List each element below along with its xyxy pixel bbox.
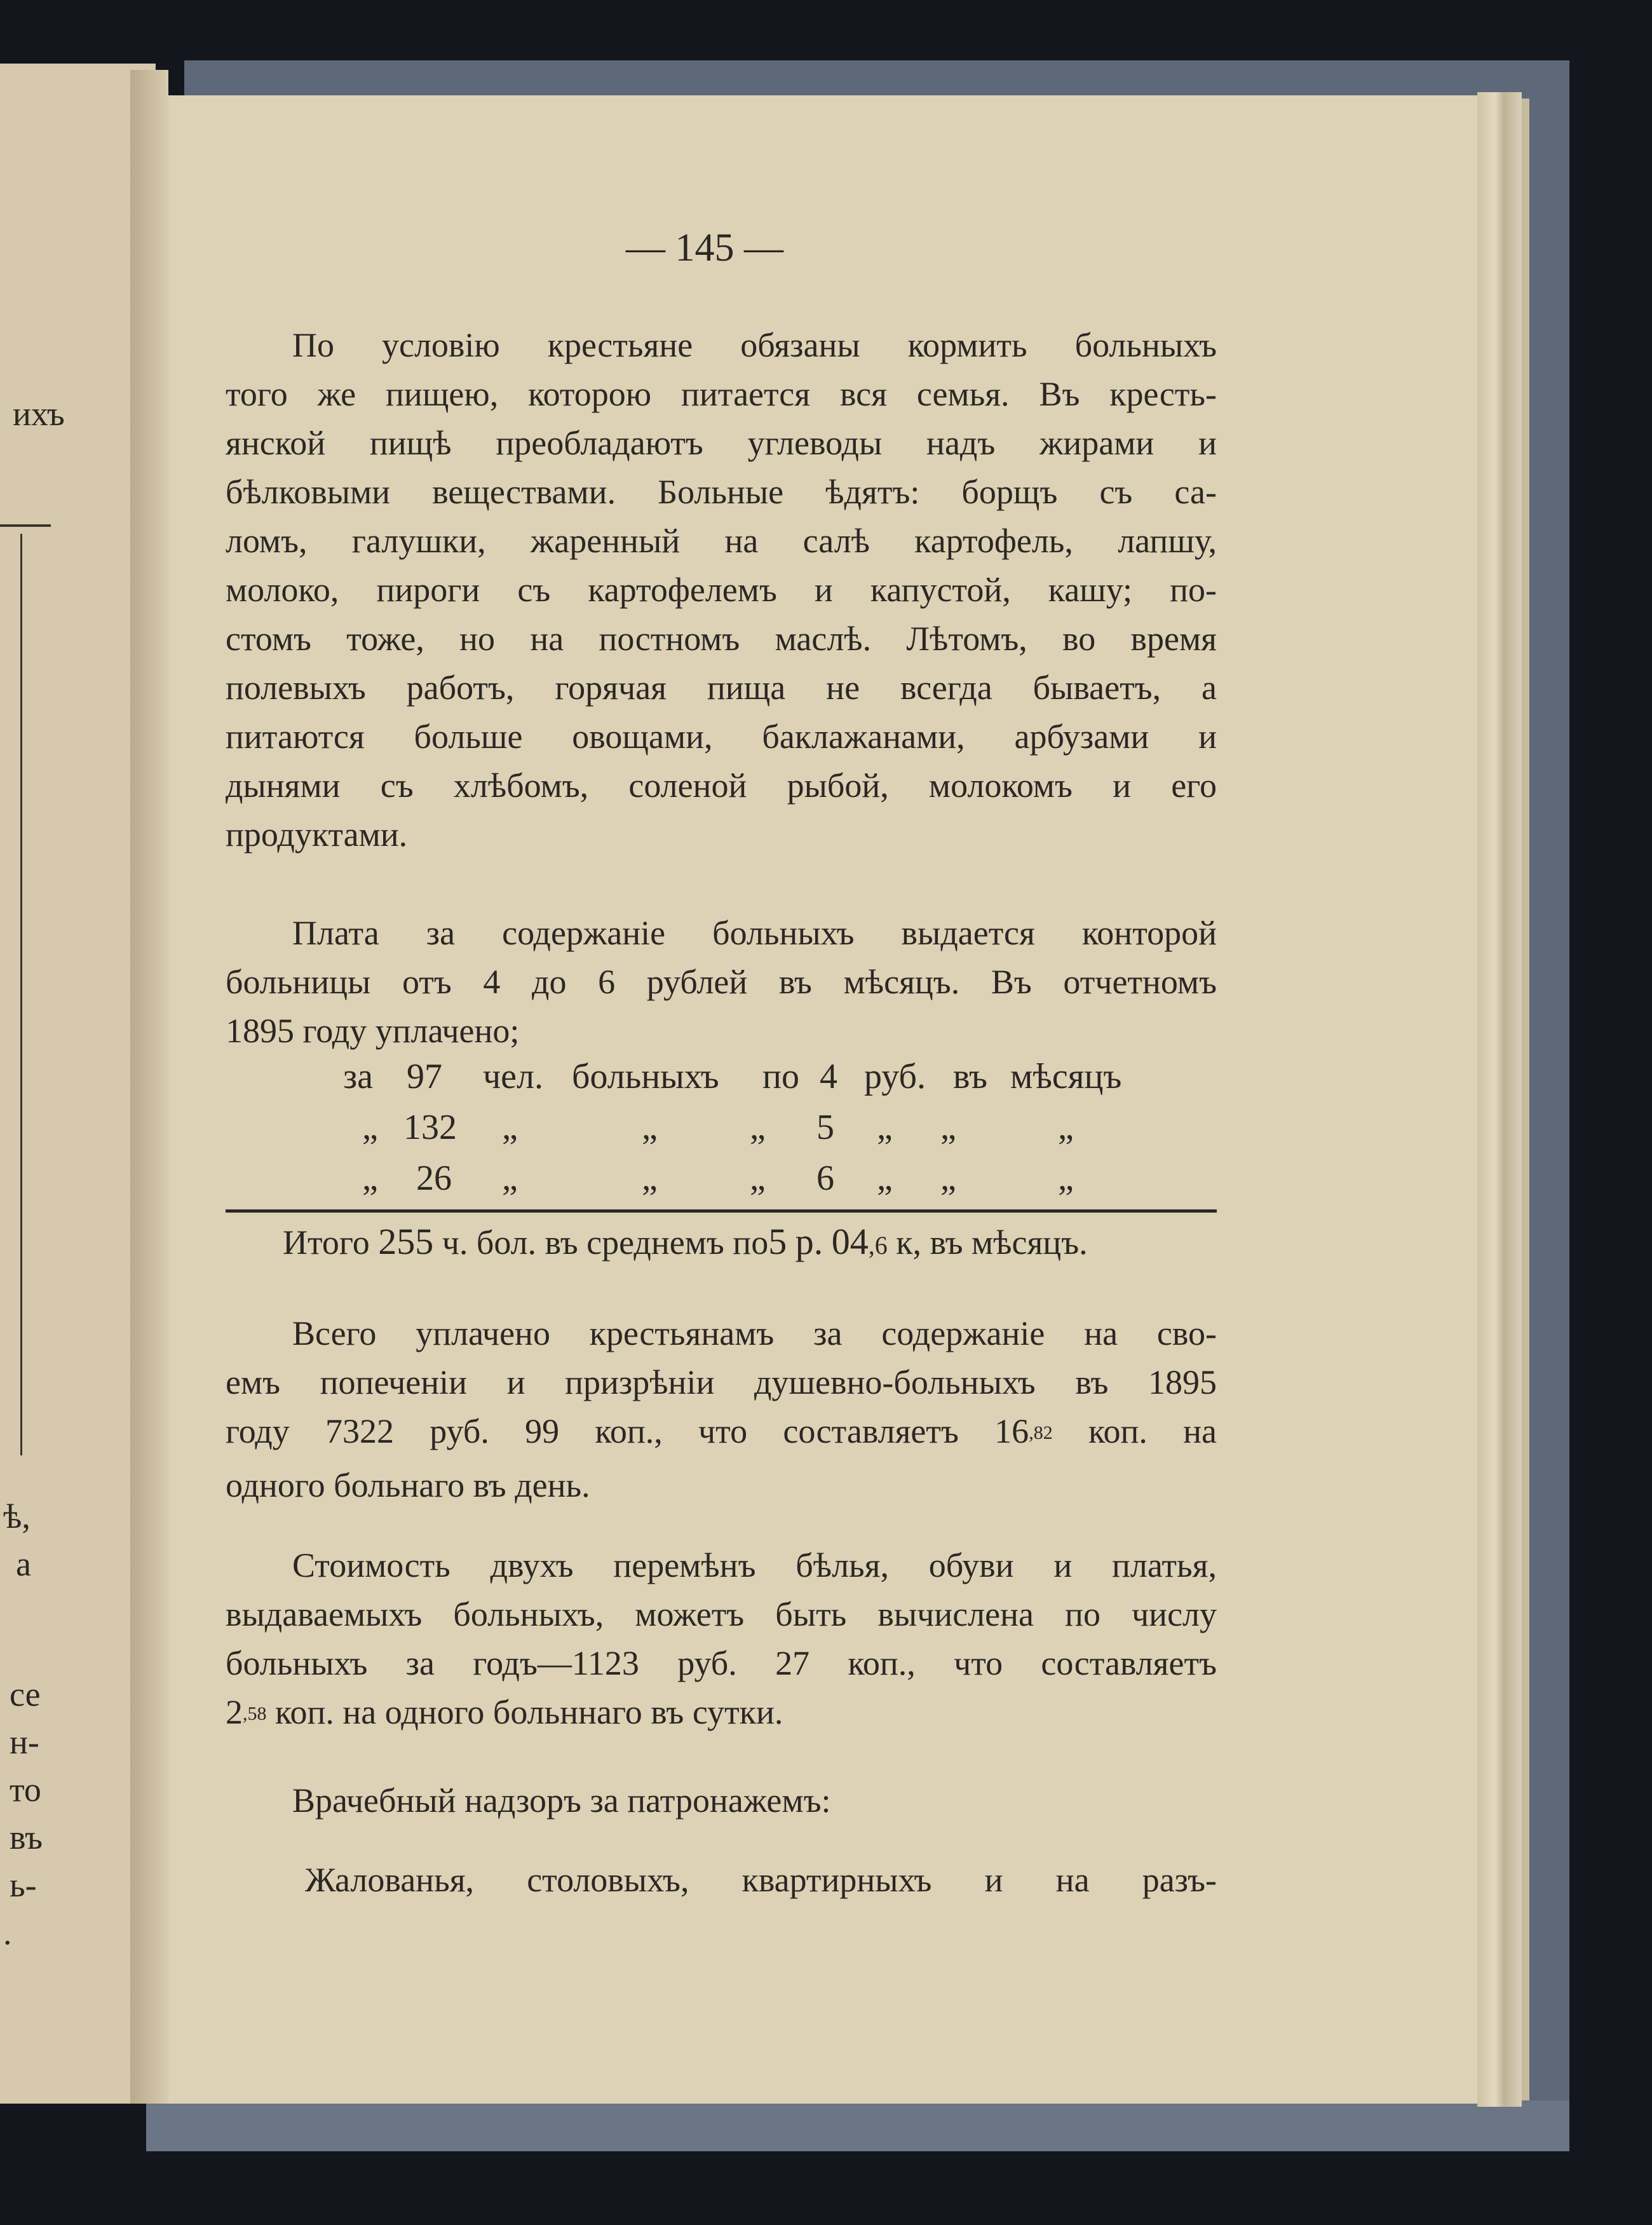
table-cell: за [343, 1057, 373, 1096]
table-cell: „ [362, 1108, 378, 1147]
left-fragment: ь- [10, 1866, 37, 1904]
text-line: Жалованья, столовыхъ, квартирныхъ и на разъ- [305, 1861, 1217, 1899]
text-line: бѣлковыми веществами. Больные ѣдятъ: борщъ съ са- [226, 473, 1217, 511]
table-cell: „ [642, 1108, 658, 1147]
table-cell: чел. [483, 1057, 543, 1096]
text-line: одного больнаго въ день. [226, 1466, 590, 1504]
paragraph-1 [226, 321, 1217, 859]
table-cell: „ [750, 1108, 766, 1147]
text-line: полевыхъ работъ, горячая пища не всегда бываетъ, а [226, 669, 1217, 707]
paragraph-3 [226, 1309, 1217, 1510]
total-prefix: Итого [283, 1223, 370, 1262]
table-cell: руб. [864, 1057, 926, 1096]
left-fragment: н- [10, 1723, 39, 1761]
table-cell: „ [940, 1108, 956, 1147]
table-cell: „ [877, 1108, 893, 1147]
text-line: По условію крестьяне обязаны кормить больныхъ [292, 326, 1217, 364]
total-kop-fraction: ,6 [868, 1231, 888, 1260]
table-cell: „ [502, 1108, 518, 1147]
table-cell: 6 [816, 1159, 834, 1198]
page-number: — 145 — [626, 226, 783, 269]
total-suffix: к, въ мѣсяцъ. [896, 1223, 1088, 1262]
left-fragment: а [16, 1545, 31, 1583]
text-run: коп. на [1052, 1412, 1217, 1450]
paragraph-6 [226, 1856, 1217, 1905]
text-line: Всего уплачено крестьянамъ за содержаніе на сво- [292, 1314, 1217, 1352]
text-run: коп. на одного больннаго въ сутки. [266, 1693, 783, 1731]
table-cell: „ [642, 1159, 658, 1198]
left-fragment: ихъ [13, 395, 65, 433]
total-mid: ч. бол. въ среднемъ по [442, 1223, 769, 1262]
left-fragment: то [10, 1771, 41, 1809]
text-line: того же пищею, которою питается вся семья. Въ кресть- [226, 375, 1217, 413]
text-line [226, 1688, 1217, 1742]
table-cell: „ [750, 1159, 766, 1198]
paragraph-4 [226, 1541, 1217, 1742]
total-count: 255 [378, 1221, 434, 1262]
table-cell: 5 [816, 1108, 834, 1147]
table-cell: „ [1058, 1159, 1074, 1198]
paragraph-5 [226, 1776, 1217, 1825]
text-run: 2 [226, 1693, 243, 1731]
text-line: питаются больше овощами, баклажанами, арбузами и [226, 718, 1217, 756]
book-cover-bottom [146, 2100, 1569, 2151]
total-line [283, 1220, 1088, 1263]
decimal-fraction: ,82 [1029, 1422, 1053, 1443]
page-edge [1477, 92, 1522, 2107]
text-run: году 7322 руб. 99 коп., что составляетъ 16 [226, 1412, 1029, 1450]
text-line: больныхъ за годъ—1123 руб. 27 коп., что составляетъ [226, 1644, 1217, 1682]
text-line: 1895 году уплачено; [226, 1012, 520, 1050]
table-cell: 97 [407, 1057, 442, 1096]
left-fragment: се [10, 1675, 41, 1713]
text-line: янской пищѣ преобладаютъ углеводы надъ жирами и [226, 424, 1217, 462]
text-line: емъ попеченіи и призрѣніи душевно-больныхъ въ 1895 [226, 1363, 1217, 1401]
text-line: ломъ, галушки, жаренный на салѣ картофель, лапшу, [226, 522, 1217, 560]
table-cell: 26 [416, 1159, 452, 1198]
left-rule [0, 524, 51, 527]
text-line: больницы отъ 4 до 6 рублей въ мѣсяцъ. Въ отчетномъ [226, 963, 1217, 1001]
table-cell: „ [877, 1159, 893, 1198]
table-cell: больныхъ [572, 1057, 719, 1096]
table-cell: „ [502, 1159, 518, 1198]
table-cell: 4 [820, 1057, 837, 1096]
paragraph-2 [226, 909, 1217, 1056]
table-cell: „ [362, 1159, 378, 1198]
left-vertical-rule [20, 534, 22, 1455]
table-cell: „ [1058, 1108, 1074, 1147]
left-fragment: въ [10, 1818, 43, 1856]
text-line: Врачебный надзоръ за патронажемъ: [292, 1781, 831, 1820]
total-rub-unit: р. [795, 1221, 823, 1262]
text-line: стомъ тоже, но на постномъ маслѣ. Лѣтомъ, во время [226, 620, 1217, 658]
left-fragment: ѣ, [3, 1497, 30, 1535]
table-cell: по [762, 1057, 799, 1096]
table-cell: мѣсяцъ [1010, 1057, 1122, 1096]
text-line: дынями съ хлѣбомъ, соленой рыбой, молокомъ и его [226, 766, 1217, 805]
text-line [226, 1407, 1217, 1461]
text-line: продуктами. [226, 815, 408, 854]
text-line: молоко, пироги съ картофелемъ и капустой, кашу; по- [226, 571, 1217, 609]
table-cell: 132 [403, 1108, 457, 1147]
total-rub: 5 [768, 1221, 787, 1262]
text-line: Стоимость двухъ перемѣнъ бѣлья, обуви и платья, [292, 1546, 1217, 1584]
total-rule [226, 1209, 1217, 1213]
total-kop: 04 [831, 1221, 869, 1262]
text-line: Плата за содержаніе больныхъ выдается конторой [292, 914, 1217, 952]
table-cell: „ [940, 1159, 956, 1198]
table-cell: въ [953, 1057, 988, 1096]
page-gutter [130, 70, 168, 2104]
left-fragment: . [3, 1914, 12, 1952]
decimal-fraction: ,58 [243, 1703, 267, 1724]
text-line: выдаваемыхъ больныхъ, можетъ быть вычислена по числу [226, 1595, 1217, 1633]
page-edge-inner [1522, 99, 1529, 2100]
